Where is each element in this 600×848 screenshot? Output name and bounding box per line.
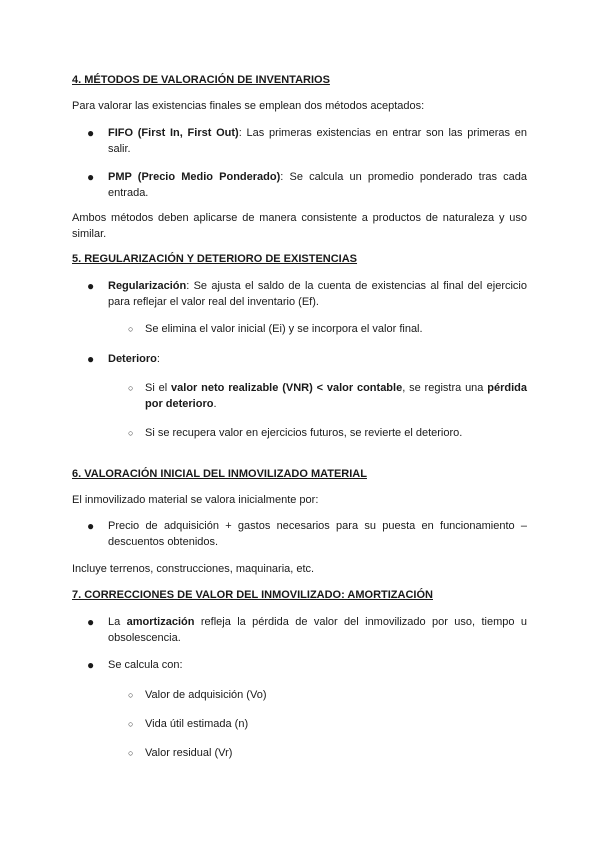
fifo-line-2: salir. — [108, 143, 131, 155]
bullet-icon: ● — [87, 519, 95, 533]
deterioro-line: Deterioro: — [108, 353, 160, 365]
amortizacion-line-1: La amortización refleja la pérdida de valor del inmovilizado por uso, tiempo u — [108, 616, 527, 628]
section-4-title: 4. MÉTODOS DE VALORACIÓN DE INVENTARIOS — [72, 74, 330, 86]
section-4-closing-2: similar. — [72, 228, 107, 240]
bullet-icon: ● — [87, 658, 95, 672]
section-5-title: 5. REGULARIZACIÓN Y DETERIORO DE EXISTENCIAS — [72, 253, 358, 265]
bullet-icon: ● — [87, 615, 95, 629]
pmp-line-1: PMP (Precio Medio Ponderado): Se calcula un promedio ponderado tras cada — [108, 171, 527, 183]
fifo-line-1: FIFO (First In, First Out): Las primeras existencias en entrar son las primeras en — [108, 127, 527, 139]
regularizacion-line-1: Regularización: Se ajusta el saldo de la cuenta de existencias al final del ejercicio — [108, 280, 527, 292]
pmp-line-2: entrada. — [108, 187, 149, 199]
deterioro-term: Deterioro — [108, 353, 157, 365]
circle-bullet-icon: ○ — [128, 383, 134, 393]
fifo-term: FIFO (First In, First Out) — [108, 127, 239, 139]
calc-line: Se calcula con: — [108, 659, 183, 671]
amortizacion-term: amortización — [126, 616, 195, 628]
section-6-intro: El inmovilizado material se valora inicialmente por: — [72, 494, 319, 506]
section-6-item-line-2: descuentos obtenidos. — [108, 536, 219, 548]
regularizacion-line-2: para reflejar el valor real del inventario (Ef). — [108, 296, 319, 308]
deterioro-sub-1-line-2: por deterioro. — [145, 398, 217, 410]
circle-bullet-icon: ○ — [128, 719, 134, 729]
calc-sub-2: Vida útil estimada (n) — [145, 718, 249, 730]
regularizacion-term: Regularización — [108, 280, 187, 292]
bullet-icon: ● — [87, 170, 95, 184]
bullet-icon: ● — [87, 352, 95, 366]
deterioro-sub-2: Si se recupera valor en ejercicios futuros, se revierte el deterioro. — [145, 427, 463, 439]
circle-bullet-icon: ○ — [128, 428, 134, 438]
section-7-title: 7. CORRECCIONES DE VALOR DEL INMOVILIZADO: AMORTIZACIÓN — [72, 589, 433, 601]
bullet-icon: ● — [87, 279, 95, 293]
section-4-intro: Para valorar las existencias finales se emplean dos métodos aceptados: — [72, 100, 425, 112]
amortizacion-line-2: obsolescencia. — [108, 632, 181, 644]
circle-bullet-icon: ○ — [128, 748, 134, 758]
calc-sub-3: Valor residual (Vr) — [145, 747, 233, 759]
circle-bullet-icon: ○ — [128, 324, 134, 334]
circle-bullet-icon: ○ — [128, 690, 134, 700]
section-6-item-line-1: Precio de adquisición + gastos necesarios para su puesta en funcionamiento – — [108, 520, 527, 532]
bullet-icon: ● — [87, 126, 95, 140]
regularizacion-sub: Se elimina el valor inicial (Ei) y se incorpora el valor final. — [145, 323, 423, 335]
calc-sub-1: Valor de adquisición (Vo) — [145, 689, 267, 701]
section-6-title: 6. VALORACIÓN INICIAL DEL INMOVILIZADO MATERIAL — [72, 468, 367, 480]
pmp-term: PMP (Precio Medio Ponderado) — [108, 171, 281, 183]
section-6-closing: Incluye terrenos, construcciones, maquinaria, etc. — [72, 563, 315, 575]
section-4-closing-1: Ambos métodos deben aplicarse de manera consistente a productos de naturaleza y uso — [72, 212, 527, 224]
deterioro-sub-1-line-1: Si el valor neto realizable (VNR) < valor contable, se registra una pérdida — [145, 382, 527, 394]
